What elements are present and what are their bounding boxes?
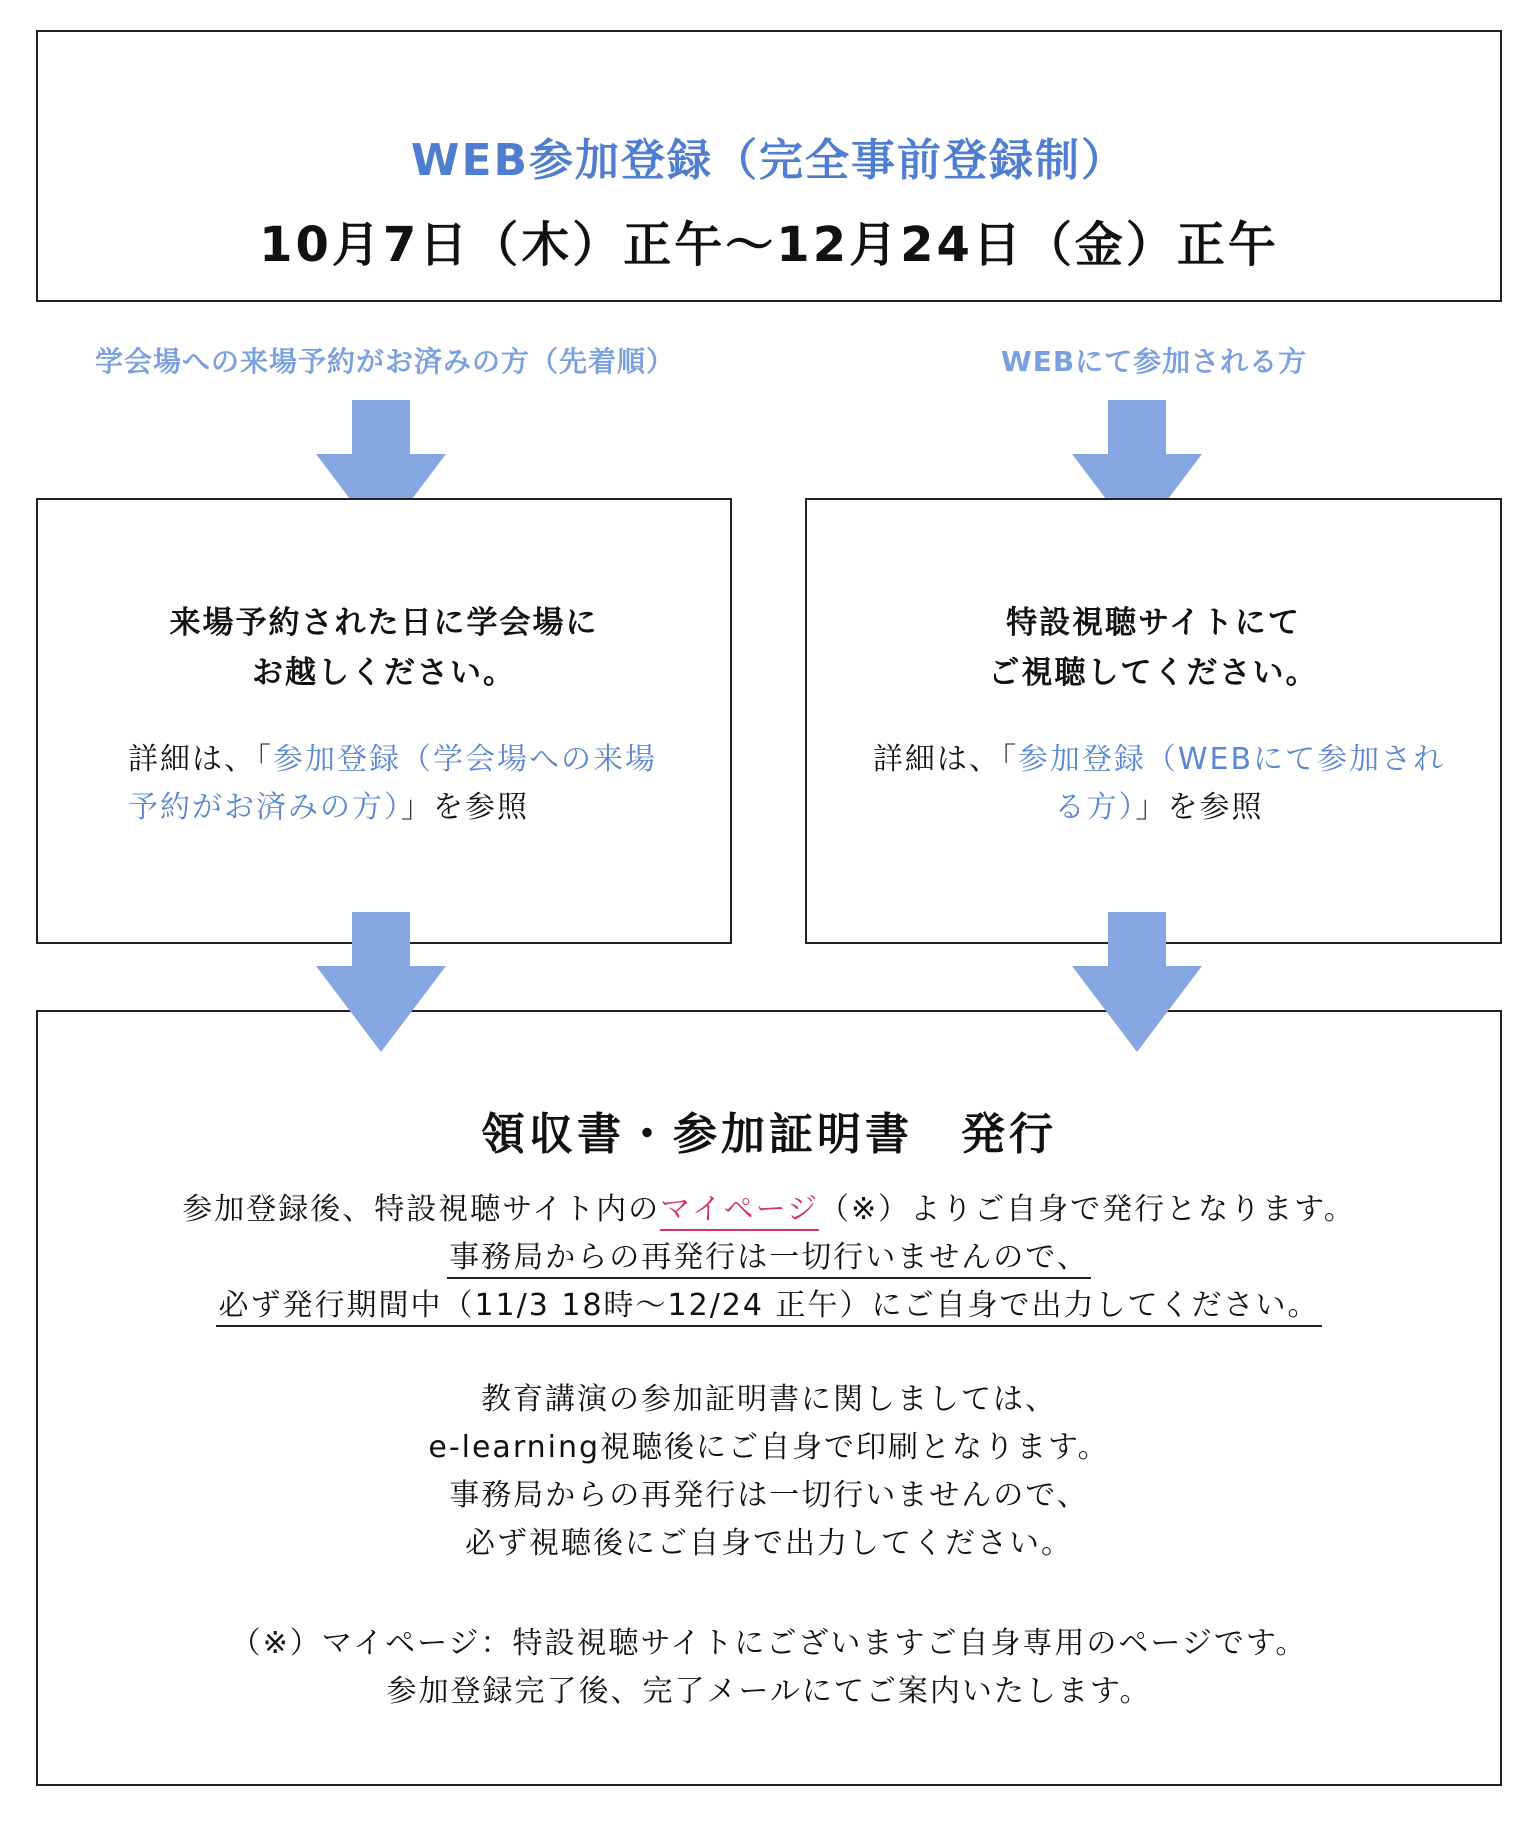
registration-period: 10月7日（木）正午～12月24日（金）正午 <box>259 217 1279 273</box>
receipt-line1-prefix: 参加登録後、特設視聴サイト内の <box>182 1192 661 1227</box>
registration-period-box <box>36 30 1502 302</box>
receipt-line3 <box>38 1282 1500 1330</box>
receipt-line2-text: 事務局からの再発行は一切行いませんので、 <box>447 1240 1090 1279</box>
mypage-note <box>38 1620 1500 1716</box>
registration-title: WEB参加登録（完全事前登録制） <box>410 135 1128 186</box>
venue-detail-prefix: 詳細は、「 <box>128 742 273 777</box>
web-heading-line2: ご視聴してください。 <box>988 655 1319 691</box>
down-arrow-left-bottom <box>316 912 446 1052</box>
note-line2: 参加登録完了後、完了メールにてご案内いたします。 <box>386 1674 1152 1709</box>
receipt-title: 領収書・参加証明書 発行 <box>481 1109 1057 1160</box>
receipt-line2 <box>38 1234 1500 1282</box>
web-attendance-box <box>805 498 1502 944</box>
edu-line4: 必ず視聴後にご自身で出力してください。 <box>465 1526 1073 1561</box>
note-line1: （※）マイページ：特設視聴サイトにございますご自身専用のページです。 <box>230 1626 1308 1661</box>
receipt-line1 <box>38 1186 1500 1234</box>
edu-line2: e-learning視聴後にご自身で印刷となります。 <box>428 1430 1110 1465</box>
receipt-certificate-box <box>36 1010 1502 1786</box>
venue-heading <box>38 598 730 698</box>
venue-detail-link[interactable]: 参加登録（学会場への来場予約がお済みの方） <box>128 742 657 825</box>
edu-line1: 教育講演の参加証明書に関しましては、 <box>481 1382 1057 1417</box>
web-detail-suffix: 」を参照 <box>1135 790 1264 825</box>
receipt-line3-text: 必ず発行期間中（11/3 18時～12/24 正午）にご自身で出力してください。 <box>216 1288 1321 1327</box>
mypage-link[interactable]: マイページ <box>660 1192 819 1231</box>
web-detail-link[interactable]: 参加登録（WEBにて参加される方） <box>1017 742 1446 825</box>
right-path-label: WEBにて参加される方 <box>1000 345 1308 378</box>
web-heading-line1: 特設視聴サイトにて <box>1006 605 1301 641</box>
venue-heading-line1: 来場予約された日に学会場に <box>169 605 599 641</box>
receipt-instructions <box>38 1186 1500 1330</box>
venue-attendance-box <box>36 498 732 944</box>
down-arrow-right-bottom <box>1072 912 1202 1052</box>
left-path-label: 学会場への来場予約がお済みの方（先着順） <box>94 345 675 378</box>
web-heading <box>807 598 1500 698</box>
web-detail-prefix: 詳細は、「 <box>872 742 1018 777</box>
education-certificate-info <box>38 1376 1500 1568</box>
edu-line3: 事務局からの再発行は一切行いませんので、 <box>449 1478 1089 1513</box>
web-detail <box>859 736 1459 832</box>
venue-detail <box>128 736 688 832</box>
receipt-line1-suffix: （※）よりご自身で発行となります。 <box>818 1192 1356 1227</box>
venue-detail-suffix: 」を参照 <box>401 790 529 825</box>
venue-heading-line2: お越しください。 <box>252 655 516 691</box>
